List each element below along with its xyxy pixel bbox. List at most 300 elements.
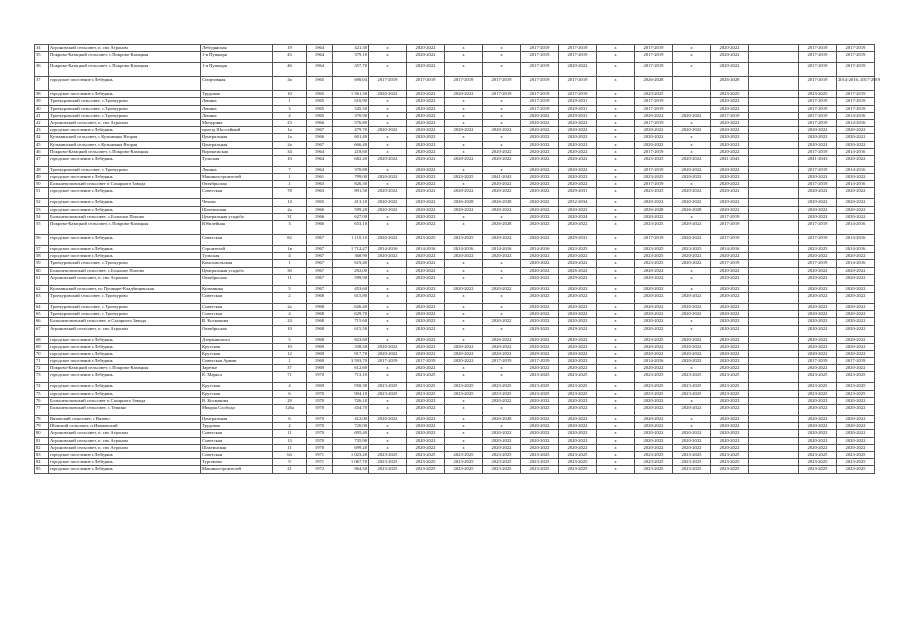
- table-cell: 2020-2022: [711, 343, 749, 350]
- table-row: [35, 206, 875, 213]
- table-cell: 601,40: [333, 134, 369, 141]
- table-cell: x: [445, 303, 483, 310]
- table-cell: x: [597, 181, 635, 188]
- table-cell: 2020-2022: [711, 63, 749, 77]
- table-cell: 2020-2022: [559, 405, 597, 416]
- table-cell: 2020-2022: [711, 127, 749, 134]
- table-cell: 2020-2022: [673, 221, 711, 235]
- table-row: [35, 260, 875, 267]
- table-cell: [749, 285, 799, 292]
- table-row: [35, 444, 875, 451]
- table-cell: 1967: [307, 246, 333, 253]
- table-cell: Кузьминка: [201, 285, 273, 292]
- table-cell: 2020-2022: [673, 174, 711, 181]
- table-cell: 2017-2019: [521, 91, 559, 98]
- table-cell: 2020-2022: [711, 141, 749, 148]
- table-row: [35, 383, 875, 390]
- table-cell: x: [369, 365, 407, 372]
- table-cell: 11: [273, 430, 307, 437]
- table-cell: 2020-2022: [369, 188, 407, 199]
- table-cell: [749, 246, 799, 253]
- table-cell: 2020-2022: [673, 112, 711, 119]
- table-cell: 46: [273, 63, 307, 77]
- table-row: [35, 336, 875, 343]
- table-cell: x: [369, 166, 407, 173]
- table-cell: Центральная усадьба: [201, 213, 273, 220]
- table-cell: 1968: [307, 318, 333, 325]
- table-cell: 2020-2022: [799, 303, 837, 310]
- table-cell: 370,80: [333, 166, 369, 173]
- table-row: [35, 63, 875, 77]
- table-cell: 2029-2031: [559, 112, 597, 119]
- table-cell: x: [597, 390, 635, 397]
- table-cell: x: [483, 213, 521, 220]
- table-cell: x: [445, 365, 483, 372]
- table-cell: x: [673, 397, 711, 404]
- table-cell: [749, 181, 799, 188]
- table-row: [35, 52, 875, 63]
- table-cell: 2020-2022: [837, 444, 875, 451]
- table-cell: x: [673, 416, 711, 423]
- table-cell: 2023-2025: [711, 459, 749, 466]
- table-cell: 2026-2022: [483, 336, 521, 343]
- table-cell: 63: [35, 292, 49, 303]
- table-cell: 2020-2022: [445, 155, 483, 166]
- table-cell: x: [673, 365, 711, 372]
- table-cell: x: [369, 141, 407, 148]
- table-cell: 2023-2025: [521, 451, 559, 458]
- table-cell: 82: [35, 444, 49, 451]
- table-cell: 2020-2022: [369, 350, 407, 357]
- table-cell: 2020-2022: [711, 318, 749, 325]
- table-cell: 2020-2022: [837, 134, 875, 141]
- table-cell: 2020-2022: [799, 405, 837, 416]
- table-cell: [749, 274, 799, 285]
- table-cell: 2020-2022: [407, 423, 445, 430]
- table-cell: x: [369, 148, 407, 155]
- table-cell: 2020-2022: [799, 134, 837, 141]
- table-cell: 2023-2025: [635, 466, 673, 473]
- table-cell: 2020-2022: [799, 325, 837, 336]
- table-cell: 720,00: [333, 423, 369, 430]
- table-row: [35, 166, 875, 173]
- table-cell: Покрово-Казацкий сельсовет, с.Покрово-Казацкая: [49, 52, 201, 63]
- table-cell: 2014-2016: [837, 148, 875, 155]
- table-cell: Кузьминский сельсовет, пс Пушкаре-Кладбищенская: [49, 285, 201, 292]
- table-cell: 2020-2022: [407, 112, 445, 119]
- table-cell: Большепоповский сельсовет п Сахарного Завода: [49, 397, 201, 404]
- table-cell: x: [483, 119, 521, 126]
- table-cell: 2020-2022: [711, 188, 749, 199]
- table-cell: 2020-2022: [635, 274, 673, 285]
- table-cell: 2020-2022: [673, 405, 711, 416]
- table-cell: 2020-2022: [837, 188, 875, 199]
- table-cell: Спортивная: [201, 77, 273, 91]
- table-cell: 2а: [273, 141, 307, 148]
- table-cell: x: [369, 119, 407, 126]
- table-cell: 2017-2019: [837, 91, 875, 98]
- table-cell: 2020-2022: [799, 274, 837, 285]
- table-cell: 1963: [307, 181, 333, 188]
- table-cell: 4: [273, 383, 307, 390]
- table-row: [35, 285, 875, 292]
- table-cell: 1964: [307, 52, 333, 63]
- table-cell: К. Маркса: [201, 372, 273, 383]
- table-cell: 479,70: [333, 127, 369, 134]
- table-cell: 2020-2022: [711, 405, 749, 416]
- table-cell: Покрово-Казацкий сельсовет, с.Покрово-Казацкая: [49, 148, 201, 155]
- table-cell: 958,30: [333, 383, 369, 390]
- table-cell: Крутская: [201, 390, 273, 397]
- table-cell: 78: [273, 188, 307, 199]
- table-cell: Ленина: [201, 98, 273, 105]
- table-cell: 2023-2025: [369, 390, 407, 397]
- table-cell: 2020-2022: [711, 267, 749, 274]
- table-cell: городское поселение г.Лебедянь: [49, 253, 201, 260]
- table-cell: 2020-2022: [483, 181, 521, 188]
- table-cell: 7: [273, 166, 307, 173]
- table-cell: x: [369, 63, 407, 77]
- table-cell: 2017-2019: [711, 112, 749, 119]
- table-row: [35, 98, 875, 105]
- table-cell: Центральная усадьба: [201, 267, 273, 274]
- table-cell: 21: [273, 466, 307, 473]
- table-cell: [749, 437, 799, 444]
- table-cell: 2020-2022: [483, 155, 521, 166]
- table-cell: 2020-2022: [635, 318, 673, 325]
- table-cell: 1966: [307, 221, 333, 235]
- table-cell: Агроновский сельсовет, п. свх Агроном: [49, 430, 201, 437]
- table-row: [35, 358, 875, 365]
- table-cell: 2020-2022: [711, 292, 749, 303]
- table-cell: 2017-2019: [799, 98, 837, 105]
- table-cell: Машиностроителей: [201, 466, 273, 473]
- table-cell: Советская: [201, 311, 273, 318]
- table-cell: 599,20: [333, 206, 369, 213]
- table-cell: [749, 98, 799, 105]
- table-cell: 2020-2022: [559, 437, 597, 444]
- table-cell: x: [673, 318, 711, 325]
- table-cell: 2020-2022: [635, 199, 673, 206]
- table-row: [35, 213, 875, 220]
- table-cell: 2020-2022: [521, 199, 559, 206]
- table-cell: 60: [35, 267, 49, 274]
- table-cell: городское поселение г.Лебедянь: [49, 206, 201, 213]
- table-cell: 2020-2022: [799, 292, 837, 303]
- table-cell: 1 712,27: [333, 246, 369, 253]
- table-row: [35, 148, 875, 155]
- table-cell: 357,70: [333, 63, 369, 77]
- table-cell: x: [483, 372, 521, 383]
- table-cell: 2020-2022: [407, 416, 445, 423]
- table-cell: 2020-2022: [711, 45, 749, 52]
- table-cell: 2023-2025: [369, 466, 407, 473]
- table-cell: 2023-2025: [711, 466, 749, 473]
- table-cell: x: [597, 311, 635, 318]
- table-cell: 612,60: [333, 365, 369, 372]
- table-cell: 2020-2022: [837, 397, 875, 404]
- table-cell: 2020-2022: [521, 336, 559, 343]
- table-cell: 2020-2022: [799, 267, 837, 274]
- table-cell: x: [445, 336, 483, 343]
- table-cell: 413,10: [333, 199, 369, 206]
- table-cell: 2017-2019: [799, 77, 837, 91]
- table-cell: [749, 416, 799, 423]
- table-cell: 2023-2025: [483, 451, 521, 458]
- table-cell: Агроновский сельсовет, п. свх Агроном: [49, 45, 201, 52]
- table-cell: 2017-2019: [837, 63, 875, 77]
- table-cell: 2023-2025: [799, 91, 837, 98]
- table-cell: 2020-2022: [799, 444, 837, 451]
- table-cell: 653,10: [333, 221, 369, 235]
- table-cell: 2041-2043: [799, 155, 837, 166]
- table-cell: 2017-2019: [799, 119, 837, 126]
- table-cell: 2029-2031: [559, 105, 597, 112]
- table-cell: 79: [35, 423, 49, 430]
- table-cell: 699,20: [333, 444, 369, 451]
- table-cell: 2023-2025: [369, 459, 407, 466]
- table-cell: 2023-2025: [799, 246, 837, 253]
- table-cell: 2020-2022: [483, 343, 521, 350]
- table-cell: 2020-2022: [673, 303, 711, 310]
- table-cell: x: [483, 105, 521, 112]
- table-cell: [749, 350, 799, 357]
- table-cell: x: [597, 98, 635, 105]
- table-cell: 1а: [273, 127, 307, 134]
- table-cell: городское поселение г.Лебедянь: [49, 127, 201, 134]
- table-cell: 2020-2022: [483, 444, 521, 451]
- table-cell: 2020-2022: [559, 174, 597, 181]
- table-cell: [673, 105, 711, 112]
- table-cell: Машиностроителей: [201, 174, 273, 181]
- table-cell: 2023-2025: [445, 390, 483, 397]
- table-cell: Троекуровский сельсовет, с.Троекурово: [49, 311, 201, 318]
- table-cell: 2023-2025: [711, 390, 749, 397]
- table-cell: 2020-2022: [799, 336, 837, 343]
- table-cell: 2020-2022: [407, 430, 445, 437]
- table-cell: Тульская: [201, 155, 273, 166]
- table-cell: 2020-2022: [369, 206, 407, 213]
- table-cell: 85: [35, 466, 49, 473]
- table-cell: 2023-2025: [445, 459, 483, 466]
- table-cell: 2020-2022: [635, 112, 673, 119]
- table-cell: 2020-2022: [445, 188, 483, 199]
- table-cell: 2020-2022: [407, 105, 445, 112]
- table-cell: 62: [35, 285, 49, 292]
- table-row: [35, 181, 875, 188]
- table-cell: 2017-2019: [799, 235, 837, 246]
- table-cell: 78: [35, 416, 49, 423]
- table-cell: [749, 134, 799, 141]
- table-cell: x: [483, 303, 521, 310]
- table-cell: 2023-2025: [521, 459, 559, 466]
- table-cell: 2020-2022: [799, 174, 837, 181]
- table-cell: 626,40: [333, 303, 369, 310]
- table-cell: Большепоповский сельсовет, п.Сахарного Завода: [49, 318, 201, 325]
- table-row: [35, 343, 875, 350]
- table-cell: 2023-2025: [837, 372, 875, 383]
- table-cell: 2020-2022: [673, 444, 711, 451]
- table-cell: 2020-2022: [635, 325, 673, 336]
- table-cell: 2020-2022: [521, 235, 559, 246]
- table-cell: x: [597, 166, 635, 173]
- table-cell: 2020-2022: [369, 235, 407, 246]
- table-cell: 690,04: [333, 77, 369, 91]
- table-cell: 1: [273, 181, 307, 188]
- table-cell: 1965: [307, 77, 333, 91]
- table-cell: 2020-2022: [559, 166, 597, 173]
- table-cell: 2020-2022: [559, 416, 597, 423]
- table-cell: Большепоповский сельсовет, с.Большое Попово: [49, 267, 201, 274]
- table-cell: 891,50: [333, 188, 369, 199]
- table-cell: 2020-2022: [673, 336, 711, 343]
- table-cell: 2020-2022: [521, 365, 559, 372]
- table-cell: [749, 221, 799, 235]
- table-cell: городское поселение г.Лебедянь: [49, 199, 201, 206]
- table-cell: 1964: [307, 155, 333, 166]
- table-cell: 2020-2022: [635, 303, 673, 310]
- table-cell: 2014-2016: [837, 246, 875, 253]
- table-cell: 2020-2022: [407, 311, 445, 318]
- table-cell: 1 561,30: [333, 91, 369, 98]
- table-cell: 2020-2022: [407, 292, 445, 303]
- table-cell: 2020-2022: [521, 416, 559, 423]
- table-cell: 2023-2025: [635, 253, 673, 260]
- table-row: [35, 199, 875, 206]
- table-cell: 2020-2022: [483, 430, 521, 437]
- table-cell: 904,10: [333, 390, 369, 397]
- table-cell: x: [673, 134, 711, 141]
- table-cell: 2020-2022: [445, 253, 483, 260]
- table-cell: [749, 235, 799, 246]
- table-cell: 2023-2025: [407, 235, 445, 246]
- table-cell: 2023-2025: [635, 260, 673, 267]
- table-cell: 1970: [307, 416, 333, 423]
- table-cell: [673, 77, 711, 91]
- table-row: [35, 119, 875, 126]
- table-cell: x: [483, 267, 521, 274]
- table-cell: 2020-2022: [407, 127, 445, 134]
- table-row: [35, 105, 875, 112]
- table-cell: x: [483, 274, 521, 285]
- table-cell: Шахтинская: [201, 206, 273, 213]
- table-cell: 2020-2022: [673, 166, 711, 173]
- table-cell: x: [597, 303, 635, 310]
- table-cell: 58: [35, 253, 49, 260]
- table-cell: 2041-2043: [711, 155, 749, 166]
- table-cell: x: [597, 63, 635, 77]
- table-cell: 2026-2028: [635, 77, 673, 91]
- table-cell: 629,70: [333, 311, 369, 318]
- table-cell: 2020-2022: [521, 343, 559, 350]
- table-cell: 1964: [307, 148, 333, 155]
- table-cell: 2020-2022: [559, 134, 597, 141]
- table-cell: Центральная: [201, 134, 273, 141]
- table-cell: 2020-2022: [711, 166, 749, 173]
- table-cell: [749, 358, 799, 365]
- document-sheet: [34, 44, 881, 474]
- table-cell: 2020-2022: [559, 253, 597, 260]
- table-cell: [673, 91, 711, 98]
- table-row: [35, 221, 875, 235]
- table-cell: 2023-2025: [635, 221, 673, 235]
- table-cell: 2020-2022: [445, 358, 483, 365]
- table-cell: 41: [35, 112, 49, 119]
- table-cell: 2020-2022: [407, 318, 445, 325]
- table-cell: 2026-2028: [673, 206, 711, 213]
- table-cell: 2017-2019: [521, 63, 559, 77]
- table-cell: 2023-2025: [445, 451, 483, 458]
- table-cell: Ленина: [201, 112, 273, 119]
- table-cell: 2020-2022: [559, 397, 597, 404]
- table-row: [35, 350, 875, 357]
- table-cell: 2029-2022: [521, 325, 559, 336]
- table-cell: x: [673, 274, 711, 285]
- table-cell: 2020-2022: [837, 325, 875, 336]
- table-cell: 2014-2016: [521, 246, 559, 253]
- table-cell: Лебедянская: [201, 45, 273, 52]
- table-cell: x: [673, 285, 711, 292]
- table-cell: 1: [273, 260, 307, 267]
- table-cell: 3: [273, 221, 307, 235]
- table-cell: 11: [273, 444, 307, 451]
- table-cell: 2020-2022: [407, 119, 445, 126]
- table-row: [35, 134, 875, 141]
- table-cell: x: [597, 350, 635, 357]
- table-cell: Советская: [201, 430, 273, 437]
- table-cell: 14: [273, 199, 307, 206]
- table-cell: 2020-2022: [559, 343, 597, 350]
- table-cell: x: [673, 52, 711, 63]
- table-cell: 2020-2022: [521, 155, 559, 166]
- table-cell: x: [369, 423, 407, 430]
- table-cell: 1966: [307, 206, 333, 213]
- table-cell: 2020-2022: [635, 127, 673, 134]
- table-cell: 2020-2022: [521, 292, 559, 303]
- table-cell: 1968: [307, 336, 333, 343]
- table-cell: 2023-2025: [837, 459, 875, 466]
- table-cell: x: [597, 260, 635, 267]
- table-cell: 65: [35, 311, 49, 318]
- table-cell: [749, 77, 799, 91]
- table-cell: 2020-2022: [673, 343, 711, 350]
- table-cell: x: [597, 274, 635, 285]
- table-cell: 2020-2022: [837, 311, 875, 318]
- table-cell: 2023-2025: [445, 383, 483, 390]
- table-cell: [749, 365, 799, 372]
- table-row: [35, 365, 875, 372]
- table-row: [35, 112, 875, 119]
- table-cell: 2020-2022: [521, 397, 559, 404]
- table-cell: 2020-2022: [711, 336, 749, 343]
- table-cell: 2023-2025: [837, 466, 875, 473]
- table-cell: 2020-2022: [407, 213, 445, 220]
- table-cell: 12: [273, 350, 307, 357]
- table-cell: 2026-2028: [483, 221, 521, 235]
- table-cell: 2017-2019: [799, 260, 837, 267]
- table-cell: 2017-2019: [407, 77, 445, 91]
- table-cell: 76: [35, 397, 49, 404]
- table-cell: 2020-2022: [837, 141, 875, 148]
- table-cell: 1: [273, 358, 307, 365]
- table-cell: 1967: [307, 274, 333, 285]
- table-cell: x: [369, 213, 407, 220]
- table-row: [35, 188, 875, 199]
- table-cell: Большепоповский сельсовет п Сахарного Завода: [49, 181, 201, 188]
- table-cell: 2020-2022: [407, 134, 445, 141]
- table-cell: x: [597, 127, 635, 134]
- table-cell: 2026-2028: [483, 416, 521, 423]
